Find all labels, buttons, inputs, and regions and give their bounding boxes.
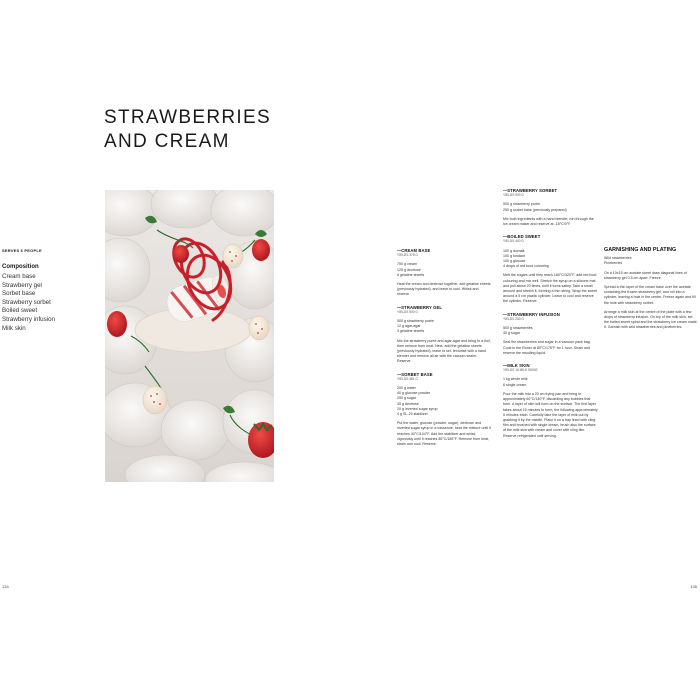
recipe-section: [503, 188, 598, 227]
method-paragraph: Mix both ingredients with a hand blender, run through the ice cream maker and reserve at -18°C/0°F.: [503, 216, 594, 227]
ingredient: 100 g isomalt: [503, 248, 525, 253]
method-paragraph: Mix the strawberry purée and agar-agar and bring to a boil, then remove from heat. Next, add the gelatine sheets (previously hydrated), leave to set, texturise with a hand blender and remove all air with the vacuum sealer. Reserve.: [397, 338, 491, 364]
ingredient: 20 g inverted sugar syrup: [397, 406, 438, 411]
serves-label: SERVES 6 PEOPLE: [2, 248, 42, 253]
ingredient: Pineberries: [604, 261, 623, 266]
section-yield: YIELDS 375 G: [397, 253, 418, 258]
ingredient: 6 gelatine sheets: [397, 272, 425, 277]
page-number-right: 135: [690, 584, 697, 589]
method-paragraph: Seal the strawberries and sugar in a vacuum pack bag. Cook in the Roner at 80°C/176°F for 1 hour. Strain and reserve the resulting liquid.: [503, 340, 591, 355]
section-yield: YIELDS 16 MILK SKINS: [503, 368, 538, 373]
recipe-section: [397, 248, 491, 298]
method-text: [397, 339, 491, 365]
ingredient: 200 g water: [397, 386, 416, 391]
recipe-section: [397, 372, 491, 448]
composition-item: Strawberry infusion: [2, 315, 55, 323]
garnishing-title: GARNISHING AND PLATING: [604, 247, 677, 253]
section-title: —SORBET BASE: [397, 371, 433, 377]
method-paragraph: Melt the sugars until they reach 160°C/320°F, add red food colouring and mix well. Stretch the syrup on a silicone mat and pull about 20 times, until it turns satiny. Take a small amount and stretch it, forming a thin string. Wrap the sweet around a 5 cm plastic cylinder. Leave to cool and reserve the cylinder. Reserve.: [503, 273, 598, 304]
method-paragraph: Pour the milk into a 20 cm frying pan and bring to approximately 60°C/140°F, discarding any bubbles that form. A layer of skin will form on the surface. The first layer takes about 15 minutes to form, the following approximately 5 minutes each. Carefully take the layer of milk out by grabbing it by the middle. Place it on a tray lined with cling film and brushed with single cream, brush also the surface of the milk skin with cream and cover with cling film. Reserve refrigerated until serving.: [503, 391, 598, 438]
recipe-section: [397, 305, 491, 365]
ingredient-list: [503, 249, 598, 270]
ingredient-list: [503, 377, 598, 387]
section-title: —STRAWBERRY SORBET: [503, 188, 558, 193]
method-text: [503, 217, 598, 227]
dessert-photo: [105, 190, 274, 482]
ingredient: 40 g glucose powder: [397, 391, 431, 396]
method-text: [397, 421, 491, 447]
ingredient: 250 g sorbet base (previously prepared): [503, 207, 567, 212]
page-number-left: 134: [2, 584, 9, 589]
ingredient: 250 g sugar: [397, 396, 416, 401]
garnishing-ingredients: [604, 256, 698, 266]
ingredient: 100 g glucose: [503, 259, 526, 264]
ingredient: 500 g strawberry purée: [503, 202, 540, 207]
ingredient-list: [397, 262, 491, 278]
recipe-section: [503, 234, 598, 304]
section-yield: YIELDS 250 G: [503, 316, 524, 321]
recipe-column-1: [397, 248, 491, 454]
ingredient: 6 single cream: [503, 382, 527, 387]
method-text: [397, 282, 491, 298]
recipe-title: [104, 106, 271, 154]
section-title: —CREAM BASE: [397, 248, 431, 253]
method-text: [503, 340, 598, 356]
garnishing-method: [604, 271, 698, 331]
ingredient-list: [503, 202, 598, 212]
ingredient-list: [503, 326, 598, 336]
composition-item: Sorbet base: [2, 290, 36, 298]
ingredient-list: [397, 319, 491, 335]
section-title: —STRAWBERRY INFUSION: [503, 311, 560, 317]
ingredient: 100 g fondant: [503, 253, 525, 258]
ingredient: 500 g strawberries: [503, 326, 533, 331]
recipe-title-line1: STRAWBERRIES: [104, 107, 271, 128]
composition-heading: Composition: [2, 264, 39, 270]
method-paragraph: Spread a thin layer of the cream base over the acetate containing the frozen strawberry gel, and roll into a cylinder, leaving a hole in the centre. Freeze again and fill the hole with strawberry sorbet.: [604, 285, 696, 305]
ingredient: 125 g dextrose: [397, 267, 421, 272]
ingredient: 4 drops of red food colouring: [503, 264, 549, 269]
method-text: [503, 392, 598, 439]
method-paragraph: Arrange a milk skin at the centre of the plate with a few drops of strawberry infusion. On top of the milk skin, set the boiled sweet spiral and the strawberry ice cream made it. Garnish with wild strawberries and pineberries.: [604, 309, 697, 330]
section-yield: YIELDS 400 G: [503, 239, 524, 244]
ingredient: 1 kg whole milk: [503, 377, 528, 382]
method-paragraph: On a 10x15 cm acetate sheet draw diagonal lines of strawberry gel 0.5 cm apart. Freeze.: [604, 270, 687, 280]
recipe-title-line2: AND CREAM: [104, 131, 230, 152]
composition-item: Cream base: [2, 273, 36, 280]
composition-item: Boiled sweet: [2, 307, 38, 315]
composition-item: Milk skin: [2, 324, 26, 332]
recipe-column-2: [503, 188, 598, 446]
ingredient: 35 g dextrose: [397, 401, 419, 406]
method-paragraph: Heat the cream and dextrose together, add gelatine sheets (previously hydrated), and leave to cool. Whisk and reserve.: [397, 282, 491, 297]
composition-item: Strawberry gel: [2, 281, 42, 289]
recipe-section: [503, 363, 598, 439]
composition-item: Strawberry sorbet: [2, 298, 51, 306]
ingredient: 4 g SL-29 stabilizer: [397, 412, 428, 417]
ingredient: 750 g cream: [397, 262, 417, 267]
ingredient: 12 g agar-agar: [397, 324, 421, 329]
garnishing-column: [604, 248, 698, 338]
composition-list: [2, 273, 55, 333]
ingredient-list: [397, 386, 491, 417]
section-title: —BOILED SWEET: [503, 234, 541, 240]
section-title: —STRAWBERRY GEL: [397, 304, 443, 310]
ingredient: 30 g sugar: [503, 331, 520, 336]
section-yield: YIELDS 500 G: [397, 309, 418, 314]
method-paragraph: Put the water, glucose (powder, sugar), dextrose and inverted sugar syrup in a casserole, heat the mixture until it reaches 40°C/104°F. Add the stabilizer and whisk vigorously until it reaches 85°C/185°F. Remove from heat, strain and cool. Reserve.: [397, 421, 491, 447]
section-title: —MILK SKIN: [503, 363, 530, 369]
section-yield: YIELDS 481 G: [397, 376, 418, 381]
section-yield: YIELDS 900 G: [503, 193, 524, 198]
ingredient: 3 gelatine sheets: [397, 329, 425, 334]
ingredient: 500 g strawberry purée: [397, 319, 434, 324]
ingredient: Wild strawberries: [604, 256, 632, 261]
recipe-section: [503, 312, 598, 356]
method-text: [503, 273, 598, 304]
